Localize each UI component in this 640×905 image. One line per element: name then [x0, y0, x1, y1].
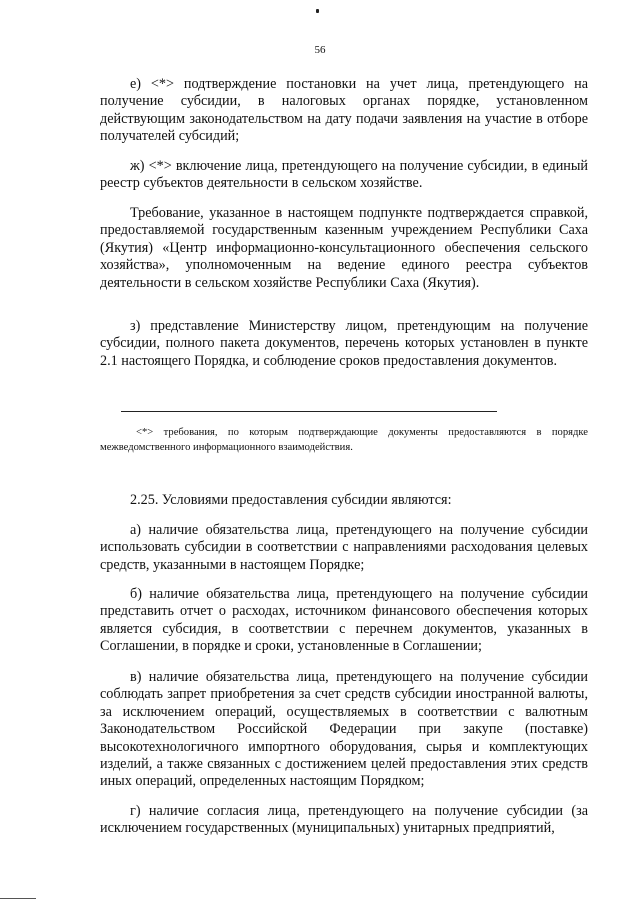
condition-v: в) наличие обязательства лица, претендующего на получение субсидии соблюдать запрет приобретения за счет средств субсидии иностранной валюты, за исключением операций, осуществляемых в соответствии с валютным Законодательством Российской Федерации при закупе (поставке) высокотехнологичного импортного оборудования, сырья и комплектующих изделий, а также связанных с достижением целей предоставления этих средств иных операций, определенных настоящим Порядком;	[100, 669, 588, 790]
page-number: 56	[314, 44, 326, 56]
paragraph-e: е) <*> подтверждение постановки на учет лица, претендующего на получение субсидии, в налоговых органах порядке, установленном действующим законодательством на дату подачи заявления на участие в отборе получателей субсидий;	[100, 76, 588, 145]
condition-g: г) наличие согласия лица, претендующего на получение субсидии (за исключением государственных (муниципальных) унитарных предприятий,	[100, 803, 588, 837]
footnote: <*> требования, по которым подтверждающие документы предоставляются в порядке межведомственного информационного взаимодействия.	[100, 427, 588, 453]
footnote-separator	[121, 411, 497, 412]
paragraph-zh: ж) <*> включение лица, претендующего на получение субсидии, в единый реестр субъектов деятельности в сельском хозяйстве.	[100, 158, 588, 192]
condition-b: б) наличие обязательства лица, претендующего на получение субсидии представить отчет о расходах, источником финансового обеспечения которых является субсидия, в соответствии с перечнем документов, указанных в Соглашении, в порядке и сроки, установленные в Соглашении;	[100, 586, 588, 655]
scan-mark	[316, 9, 319, 13]
scan-edge-mark	[0, 898, 36, 899]
paragraph-requirement: Требование, указанное в настоящем подпункте подтверждается справкой, предоставляемой государственным казенным учреждением Республики Саха (Якутия) «Центр информационно-консультационного обеспечения сельского хозяйства», уполномоченным на ведение единого реестра субъектов деятельности в сельском хозяйстве Республики Саха (Якутия).	[100, 205, 588, 291]
paragraph-z: з) представление Министерству лицом, претендующим на получение субсидии, полного пакета документов, перечень которых установлен в пункте 2.1 настоящего Порядка, и соблюдение сроков предоставления документов.	[100, 318, 588, 369]
section-heading-2-25: 2.25. Условиями предоставления субсидии являются:	[130, 492, 452, 508]
condition-a: а) наличие обязательства лица, претендующего на получение субсидии использовать субсидии в соответствии с направлениями расходования целевых средств, указанными в настоящем Порядке;	[100, 522, 588, 573]
